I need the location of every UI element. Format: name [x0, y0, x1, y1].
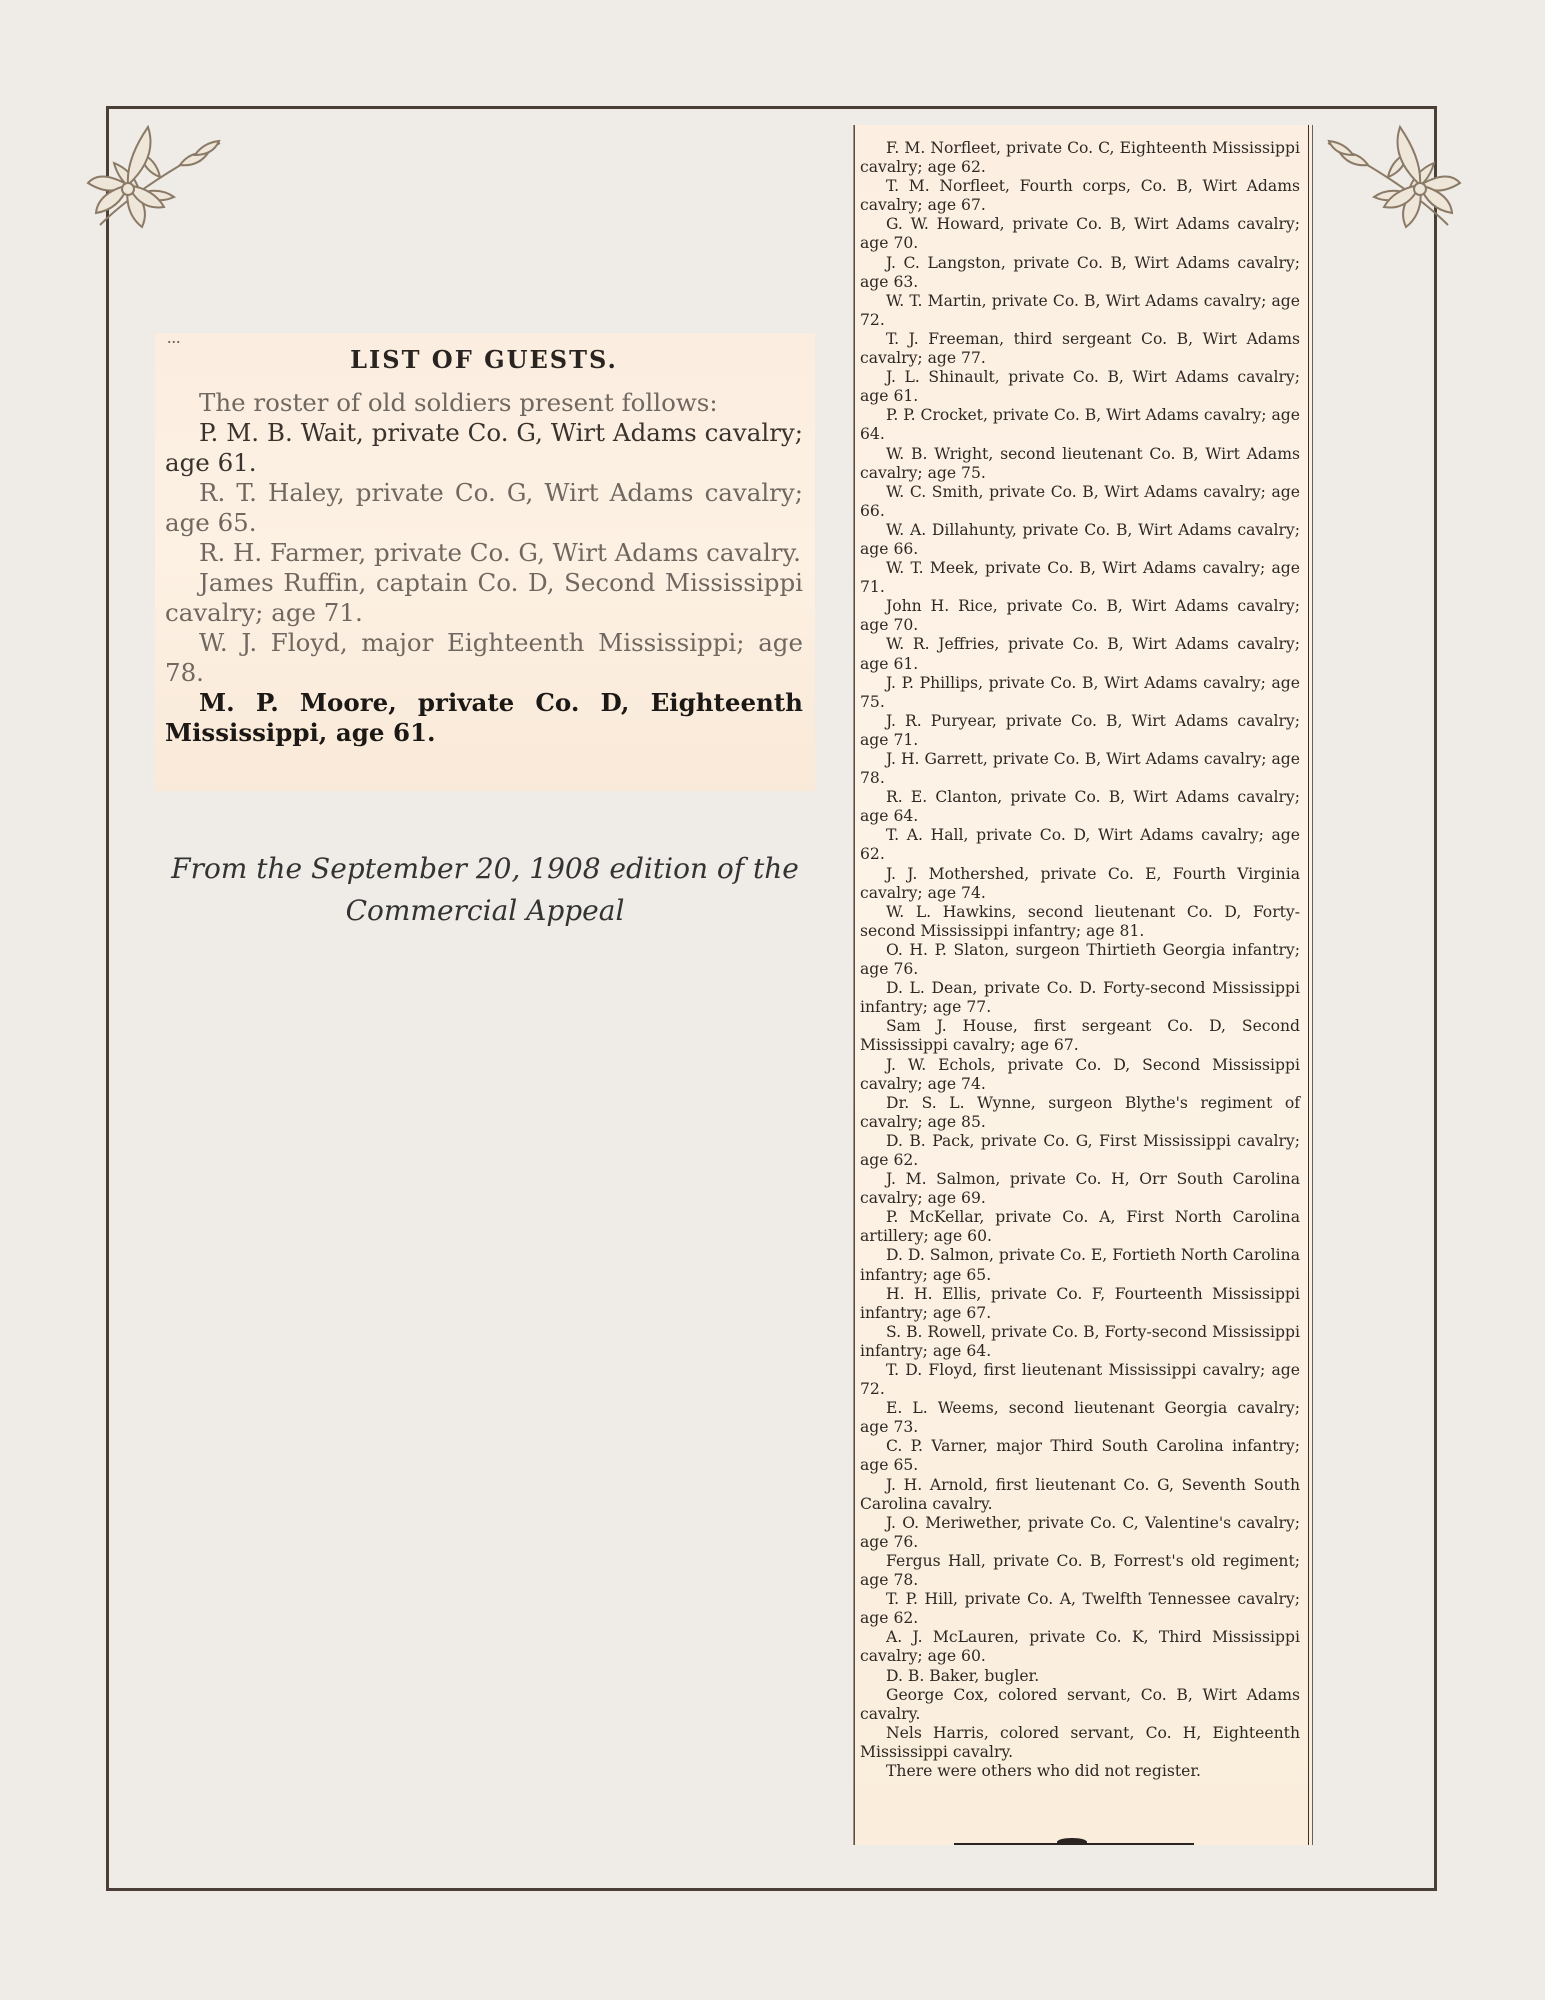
roster-entry: J. J. Mothershed, private Co. E, Fourth Virginia cavalry; age 74. [860, 864, 1300, 902]
roster-entry: Fergus Hall, private Co. B, Forrest's old regiment; age 78. [860, 1551, 1300, 1590]
clipping-caption: From the September 20, 1908 edition of the Commercial Appeal [171, 852, 799, 927]
column-rule-right [1308, 125, 1310, 1845]
roster-entry: P. P. Crocket, private Co. B, Wirt Adams cavalry; age 64. [860, 406, 1300, 444]
roster-entry: C. P. Varner, major Third South Carolina infantry; age 65. [860, 1437, 1300, 1475]
roster-entry: J. H. Arnold, first lieutenant Co. G, Seventh South Carolina cavalry. [860, 1475, 1300, 1513]
roster-entry: T. M. Norfleet, Fourth corps, Co. B, Wirt Adams cavalry; age 67. [860, 177, 1300, 215]
roster-entry: S. B. Rowell, private Co. B, Forty-second Mississippi infantry; age 64. [860, 1322, 1300, 1360]
roster-entry: George Cox, colored servant, Co. B, Wirt Adams cavalry. [860, 1685, 1300, 1723]
roster-entry: T. D. Floyd, first lieutenant Mississippi cavalry; age 72. [860, 1361, 1300, 1399]
clipping-paragraph: James Ruffin, captain Co. D, Second Mississippi cavalry; age 71. [165, 568, 803, 627]
roster-entry: T. J. Freeman, third sergeant Co. B, Wirt Adams cavalry; age 77. [860, 329, 1300, 368]
roster-entry: W. A. Dillahunty, private Co. B, Wirt Adams cavalry; age 66. [860, 520, 1300, 558]
roster-entries [860, 139, 1300, 1781]
roster-entry: W. B. Wright, second lieutenant Co. B, Wirt Adams cavalry; age 75. [860, 444, 1300, 482]
roster-entry: There were others who did not register. [886, 1761, 1202, 1780]
clipping-paragraph: R. T. Haley, private Co. G, Wirt Adams cavalry; age 65. [165, 478, 803, 537]
roster-entry: G. W. Howard, private Co. B, Wirt Adams cavalry; age 70. [860, 215, 1300, 253]
roster-entry: T. A. Hall, private Co. D, Wirt Adams cavalry; age 62. [860, 826, 1300, 864]
roster-entry: R. E. Clanton, private Co. B, Wirt Adams cavalry; age 64. [860, 788, 1300, 826]
roster-entry: W. R. Jeffries, private Co. B, Wirt Adams cavalry; age 61. [860, 635, 1300, 673]
roster-entry: J. P. Phillips, private Co. B, Wirt Adams cavalry; age 75. [860, 673, 1300, 711]
roster-entry: W. L. Hawkins, second lieutenant Co. D, Forty-second Mississippi infantry; age 81. [860, 902, 1300, 940]
clipping-paragraph: M. P. Moore, private Co. D, Eighteenth Mississippi, age 61. [165, 688, 803, 747]
roster-entry: O. H. P. Slaton, surgeon Thirtieth Georgia infantry; age 76. [860, 940, 1300, 979]
roster-entry: D. D. Salmon, private Co. E, Fortieth North Carolina infantry; age 65. [860, 1246, 1300, 1284]
clipping-paragraph: R. H. Farmer, private Co. G, Wirt Adams cavalry. [199, 538, 801, 567]
newspaper-clipping-roster-column [853, 125, 1313, 1845]
end-rule-ornament [1057, 1838, 1087, 1845]
roster-entry: Dr. S. L. Wynne, surgeon Blythe's regiment of cavalry; age 85. [860, 1093, 1300, 1131]
clipping-paragraph: W. J. Floyd, major Eighteenth Mississippi; age 78. [165, 628, 803, 687]
roster-entry: W. C. Smith, private Co. B, Wirt Adams cavalry; age 66. [860, 482, 1300, 520]
roster-entry: T. P. Hill, private Co. A, Twelfth Tennessee cavalry; age 62. [860, 1590, 1300, 1628]
clipping-corner-fragment: ... [167, 333, 181, 347]
floral-ornament-top-left-icon [80, 105, 230, 255]
clipping-paragraph: P. M. B. Wait, private Co. G, Wirt Adams cavalry; age 61. [165, 418, 803, 477]
roster-entry: F. M. Norfleet, private Co. C, Eighteenth Mississippi cavalry; age 62. [860, 139, 1300, 177]
roster-entry: J. L. Shinault, private Co. B, Wirt Adams cavalry; age 61. [860, 368, 1300, 406]
roster-entry: W. T. Meek, private Co. B, Wirt Adams cavalry; age 71. [860, 559, 1300, 597]
roster-entry: E. L. Weems, second lieutenant Georgia cavalry; age 73. [860, 1399, 1300, 1437]
roster-entry: D. L. Dean, private Co. D. Forty-second Mississippi infantry; age 77. [860, 979, 1300, 1017]
roster-entry: J. O. Meriwether, private Co. C, Valentine's cavalry; age 76. [860, 1513, 1300, 1551]
roster-entry: J. M. Salmon, private Co. H, Orr South Carolina cavalry; age 69. [860, 1170, 1300, 1208]
clipping-paragraph: The roster of old soldiers present follows: [199, 388, 718, 417]
roster-entry: J. W. Echols, private Co. D, Second Mississippi cavalry; age 74. [860, 1055, 1300, 1093]
clipping-title: LIST OF GUESTS. [350, 345, 618, 374]
floral-ornament-top-right-icon [1318, 105, 1468, 255]
roster-entry: J. H. Garrett, private Co. B, Wirt Adams cavalry; age 78. [860, 750, 1300, 788]
roster-entry: Sam J. House, first sergeant Co. D, Second Mississippi cavalry; age 67. [860, 1017, 1300, 1055]
roster-entry: Nels Harris, colored servant, Co. H, Eighteenth Mississippi cavalry. [860, 1723, 1300, 1761]
roster-entry: P. McKellar, private Co. A, First North Carolina artillery; age 60. [860, 1208, 1300, 1246]
roster-entry: W. T. Martin, private Co. B, Wirt Adams cavalry; age 72. [860, 291, 1300, 329]
roster-entry: J. C. Langston, private Co. B, Wirt Adams cavalry; age 63. [860, 253, 1300, 291]
roster-entry: A. J. McLauren, private Co. K, Third Mississippi cavalry; age 60. [860, 1628, 1300, 1666]
roster-entry: J. R. Puryear, private Co. B, Wirt Adams cavalry; age 71. [860, 711, 1300, 749]
roster-entry: John H. Rice, private Co. B, Wirt Adams cavalry; age 70. [860, 597, 1300, 635]
roster-entry: D. B. Pack, private Co. G, First Mississippi cavalry; age 62. [860, 1131, 1300, 1169]
roster-entry: D. B. Baker, bugler. [886, 1666, 1040, 1685]
column-rule-left [854, 125, 855, 1845]
newspaper-clipping-guest-list [155, 333, 815, 791]
roster-entry: H. H. Ellis, private Co. F, Fourteenth Mississippi infantry; age 67. [860, 1284, 1300, 1322]
